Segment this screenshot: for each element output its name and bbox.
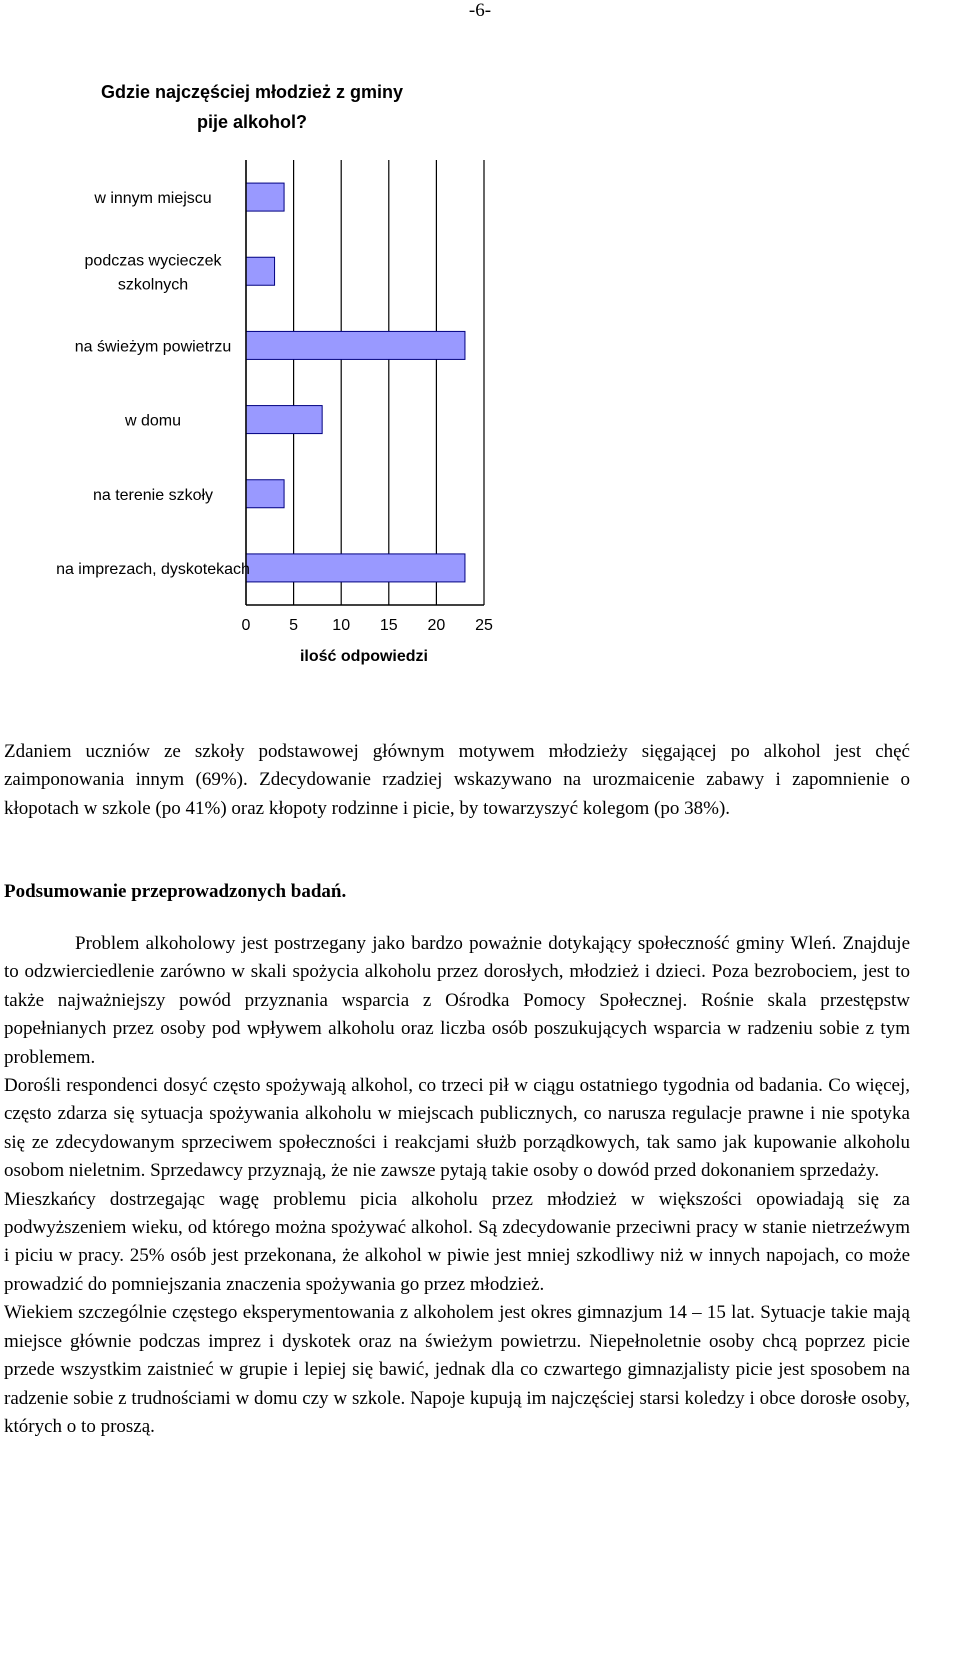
bar (246, 257, 275, 285)
x-tick-label: 10 (332, 617, 351, 634)
findings-paragraph-3: Mieszkańcy dostrzegając wagę problemu picia alkoholu przez młodzież w większości opowiadają się za podwyższeniem wieku, od którego można spożywać alkohol. Są zdecydowanie przeciwni pracy w stanie nietrzeźwym i piciu w pracy. 25% osób jest przekonana, że alkohol w piwie jest mniej szkodliwy niż w innych napojach, co może prowadzić do pomniejszania znaczenia spożywania go przez młodzież. (4, 1188, 910, 1295)
chart-title-line: Gdzie najczęściej młodzież z gminy (100, 82, 404, 102)
page-number: -6- (468, 0, 492, 21)
x-tick-label: 5 (289, 617, 299, 634)
bar (246, 183, 284, 211)
category-labels (56, 190, 250, 578)
x-axis-label: ilość odpowiedzi (299, 648, 429, 665)
section-heading: Podsumowanie przeprowadzonych badań. (4, 881, 347, 902)
chart-title-line: pije alkohol? (196, 112, 308, 132)
chart-bars (246, 183, 465, 582)
findings-container (4, 930, 910, 1441)
bar (246, 406, 322, 434)
x-tick-labels (242, 617, 493, 634)
findings-paragraph-4: Wiekiem szczególnie częstego eksperymentowania z alkoholem jest okres gimnazjum 14 – 15 lat. Sytuacje takie mają miejsce głównie podczas imprez i dyskotek oraz na świeżym powietrzu. Niepełnoletnie osoby chcą poprzez picie przede wszystkim zaistnieć w grupie i lepiej się bawić, jednak dla co czwartego gimnazjalisty picie jest sposobem na radzenie sobie z trudnościami w domu czy w szkole. Napoje kupują im najczęściej starsi koledzy i obce dorosłe osoby, których o to proszą. (4, 1302, 910, 1437)
heading-container (4, 878, 910, 906)
bar (246, 480, 284, 508)
chart-grid (246, 160, 484, 605)
x-tick-label: 20 (427, 617, 446, 634)
chart-axes (246, 160, 484, 605)
chart-title (101, 82, 403, 132)
category-label: w innym miejscu (94, 190, 212, 208)
summary-paragraph-1-container (4, 738, 910, 823)
bar-chart (0, 60, 520, 700)
findings-paragraph-2: Dorośli respondenci dosyć często spożywają alkohol, co trzeci pił w ciągu ostatniego tygodnia od badania. Co więcej, często zdarza się sytuacja spożywania alkoholu w miejscach publicznych, co narusza regulacje prawne i nie spotyka się ze zdecydowanym sprzeciwem społeczności i reakcjami służb porządkowych, tak samo jak kupowanie alkoholu osobom nieletnim. Sprzedawcy przyznają, że nie zawsze pytają takie osoby o dowód przed dokonaniem sprzedaży. (4, 1075, 910, 1182)
category-label: w domu (124, 412, 182, 430)
x-tick-label: 0 (241, 617, 251, 634)
x-tick-label: 15 (379, 617, 398, 634)
x-tick-label: 25 (475, 617, 493, 634)
summary-paragraph: Zdaniem uczniów ze szkoły podstawowej głównym motywem młodzieży sięgającej po alkohol jest chęć zaimponowania innym (69%). Zdecydowanie rzadziej wskazywano na urozmaicenie zabawy i zapomnienie o kłopotach w szkole (po 41%) oraz kłopoty rodzinne i picie, by towarzyszyć kolegom (po 38%). (4, 741, 910, 819)
category-label: na imprezach, dyskotekach (56, 560, 250, 578)
category-label: na świeżym powietrzu (74, 338, 232, 356)
category-label: podczas wycieczek (84, 252, 222, 270)
category-label: szkolnych (117, 276, 189, 294)
category-label: na terenie szkoły (92, 486, 214, 504)
bar (246, 554, 465, 582)
bar (246, 331, 465, 359)
findings-paragraph-1: Problem alkoholowy jest postrzegany jako bardzo poważnie dotykający społeczność gminy Wleń. Znajduje to odzwierciedlenie zarówno w skali spożycia alkoholu przez dorosłych, młodzież i dzieci. Poza bezrobociem, jest to także najważniejszy powód przyznania wsparcia z Ośrodka Pomocy Społecznej. Rośnie skala przestępstw popełnianych przez osoby pod wpływem alkoholu oraz liczba osób poszukujących wsparcia w radzeniu sobie z tym problemem. (4, 933, 910, 1068)
